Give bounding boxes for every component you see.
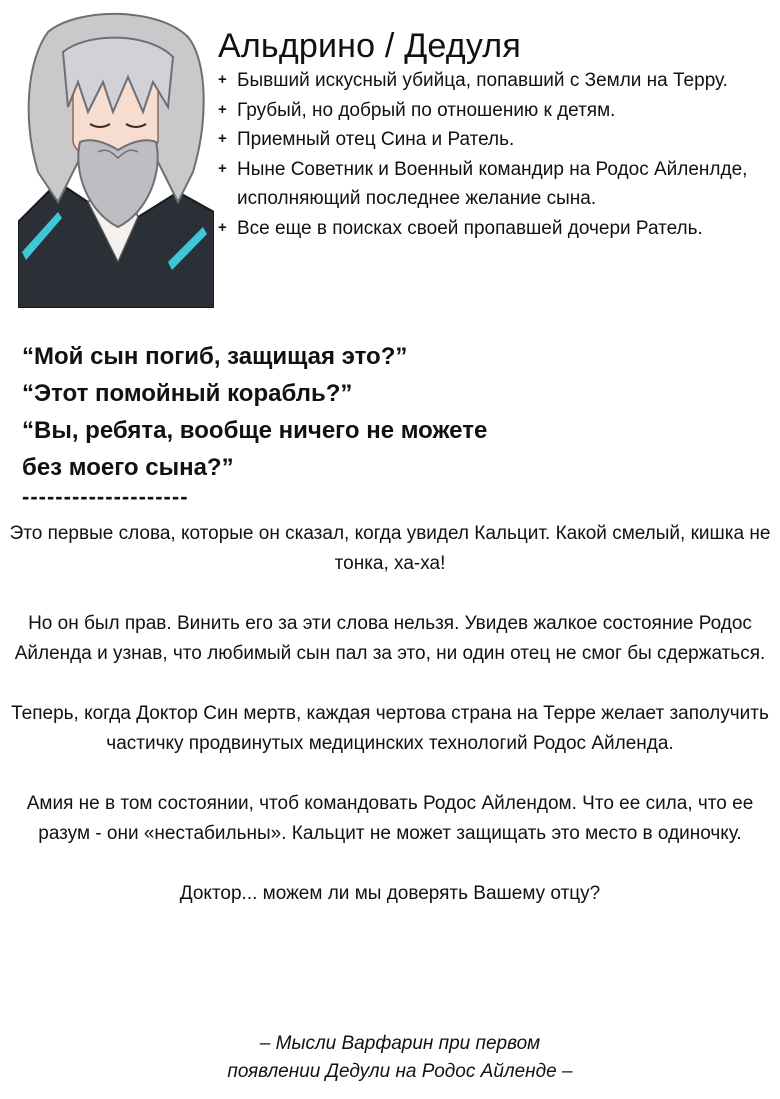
paragraph: Теперь, когда Доктор Син мертв, каждая чертова страна на Терре желает заполучить частичку продвинутых медицинских технологий Родос Айленда. xyxy=(11,703,769,754)
signature-line: – Мысли Варфарин при первом xyxy=(259,1033,541,1054)
quote-line: “Мой сын погиб, защищая это?” xyxy=(22,343,408,370)
character-name: Альдрино / Дедуля xyxy=(218,27,521,65)
character-bio-list xyxy=(218,66,768,243)
paragraph: Но он был прав. Винить его за эти слова нельзя. Увидев жалкое состояние Родос Айленда и узнав, что любимый сын пал за это, ни один отец не смог бы сдержаться. xyxy=(14,613,766,664)
bio-item: + Грубый, но добрый по отношению к детям. xyxy=(218,96,768,126)
character-portrait xyxy=(18,12,214,308)
bio-item: + Все еще в поисках своей пропавшей дочери Ратель. xyxy=(218,214,768,244)
dashed-divider: -------------------- xyxy=(22,484,189,509)
paragraph: Доктор... можем ли мы доверять Вашему отцу? xyxy=(179,883,601,904)
signature xyxy=(0,1030,780,1086)
bio-item: + Приемный отец Сина и Ратель. xyxy=(218,125,768,155)
quote-block xyxy=(22,338,487,486)
signature-line: появлении Дедули на Родос Айленде – xyxy=(227,1061,573,1082)
paragraph: Амия не в том состоянии, чтоб командовать Родос Айлендом. Что ее сила, что ее разум - они «нестабильны». Кальцит не может защищать это место в одиночку. xyxy=(26,793,754,844)
bio-item: + Бывший искусный убийца, попавший с Земли на Терру. xyxy=(218,66,768,96)
narrative-text xyxy=(0,519,780,939)
quote-line: без моего сына?” xyxy=(22,454,234,481)
elderly-man-illustration xyxy=(18,12,214,308)
quote-line: “Вы, ребята, вообще ничего не можете xyxy=(22,417,488,444)
paragraph: Это первые слова, которые он сказал, когда увидел Кальцит. Какой смелый, кишка не тонка, ха-ха! xyxy=(9,523,771,574)
quote-line: “Этот помойный корабль?” xyxy=(22,380,353,407)
bio-item: + Ныне Советник и Военный командир на Родос Айленлде, исполняющий последнее желание сына. xyxy=(218,155,768,214)
